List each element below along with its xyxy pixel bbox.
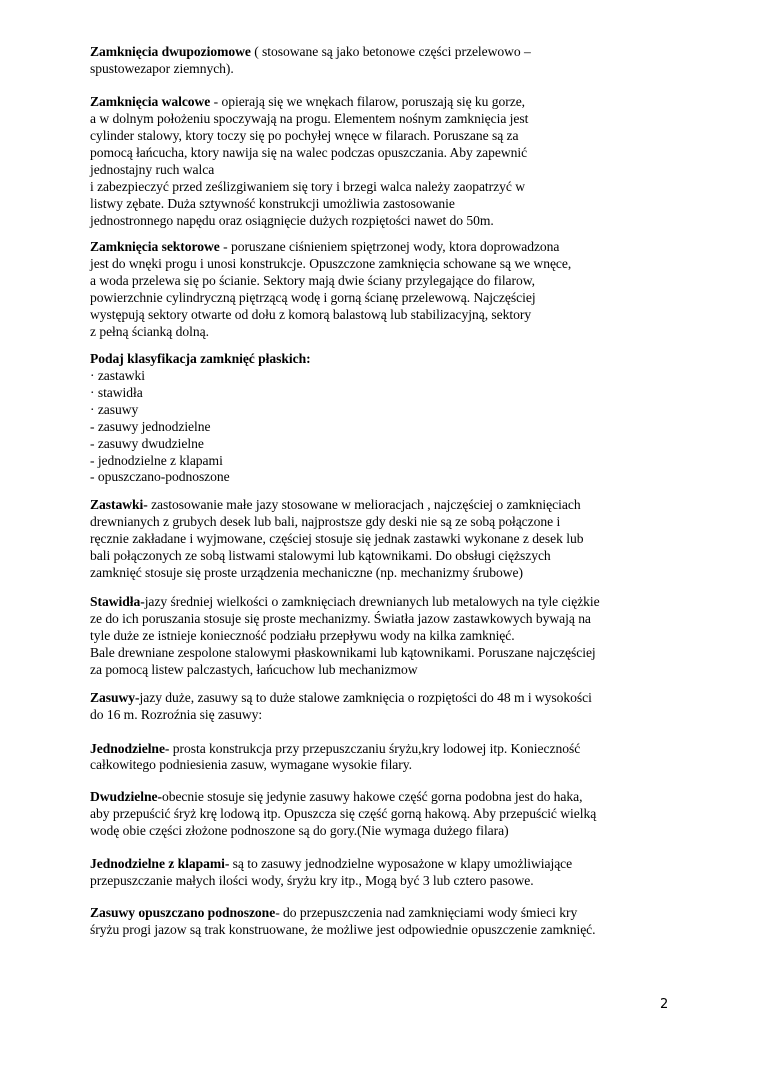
text-line: zamknięć stosuje się proste urządzenia mechaniczne (np. mechanizmy śrubowe) [90,565,523,580]
text-line: jest do wnęki progu i unosi konstrukcje. Opuszczone zamknięcia schowane są we wnęce, [90,256,572,271]
section-line: Zasuwy opuszczano podnoszone- do przepuszczenia nad zamknięciami wody śmieci kry [90,905,578,920]
bold-term: Podaj klasyfikacja zamknięć płaskich: [90,351,311,366]
text-line: cylinder stalowy, ktory toczy się po pochyłej wnęce w filarach. Poruszane są za [90,128,519,143]
section-line: Stawidła-jazy średniej wielkości o zamknięciach drewnianych lub metalowych na tyle ciężkie [90,594,600,609]
bold-term: Stawidła- [90,594,145,609]
text-line: Bale drewniane zespolone stalowymi płaskownikami lub kątownikami. Poruszane najczęściej [90,645,596,660]
bold-term: Jednodzielne z klapami- [90,856,230,871]
section-line: Dwudzielne-obecnie stosuje się jedynie zasuwy hakowe część gorna podobna jest do haka, [90,789,583,804]
text-line: tyle duże ze istnieje konieczność podziału przepływu wody na kilka zamknięć. [90,628,515,643]
text-line: pomocą łańcucha, ktory nawija się na walec podczas opuszczania. Aby zapewnić [90,145,528,160]
bold-term: Zamknięcia dwupoziomowe [90,44,251,59]
text-line: · stawidła [90,385,143,400]
text-line: ze do ich poruszania stosuje się proste mechanizmy. Światła jazow zastawkowych bywają na [90,611,591,626]
bold-term: Zasuwy- [90,690,140,705]
section-line: Zastawki- zastosowanie małe jazy stosowane w melioracjach , najczęściej o zamknięciach [90,497,581,512]
text-line: aby przepuścić śryż krę lodową itp. Opuszcza się część gorną hakową. Aby przepuścić wielką [90,806,597,821]
text-line: a woda przelewa się po ścianie. Sektory mają dwie ściany przylegające do filarow, [90,273,535,288]
text-line: - zasuwy dwudzielne [90,436,204,451]
text-line: wodę obie części złożone podnoszone są do gory.(Nie wymaga dużego filara) [90,823,509,838]
text-line: występują sektory otwarte od dołu z komorą balastową lub stabilizacyjną, sektory [90,307,532,322]
bold-term: Zamknięcia walcowe [90,94,211,109]
text-line: · zastawki [90,368,145,383]
section-line: Zamknięcia walcowe - opierają się we wnękach filarow, poruszają się ku gorze, [90,94,526,109]
text-line: a w dolnym położeniu spoczywają na progu. Elementem nośnym zamknięcia jest [90,111,529,126]
bold-term: Zasuwy opuszczano podnoszone [90,905,276,920]
text-line: z pełną ścianką dolną. [90,324,209,339]
text-line: i zabezpieczyć przed ześlizgiwaniem się tory i brzegi walca należy zaopatrzyć w [90,179,525,194]
bold-term: Jednodzielne- [90,741,170,756]
text-line: - opuszczano-podnoszone [90,469,230,484]
section-line: Jednodzielne z klapami- są to zasuwy jednodzielne wyposażone w klapy umożliwiające [90,856,573,871]
text-line: ręcznie zakładane i wyjmowane, częściej stosuje się jednak zastawki wykonane z desek lub [90,531,584,546]
bold-term: Dwudzielne- [90,789,162,804]
text-line: do 16 m. Rozroźnia się zasuwy: [90,707,263,722]
text-line: całkowitego podniesienia zasuw, wymagane wysokie filary. [90,757,412,772]
text-line: jednostajny ruch walca [90,162,215,177]
section-line: Zasuwy-jazy duże, zasuwy są to duże stalowe zamknięcia o rozpiętości do 48 m i wysokości [90,690,592,705]
text-line: bali połączonych ze sobą listwami stalowymi lub kątownikami. Do obsługi cięższych [90,548,551,563]
text-line: - zasuwy jednodzielne [90,419,211,434]
page-number: 2 [660,997,669,1012]
bold-term: Zastawki- [90,497,148,512]
text-line: śryżu progi jazow są trak konstruowane, że możliwe jest odpowiednie opuszczenie zamknięć. [90,922,596,937]
section-line [90,351,311,367]
text-line: drewnianych z grubych desek lub bali, najprostsze gdy deski nie są ze sobą połączone i [90,514,561,529]
text-line: powierzchnie cylindryczną piętrzącą wodę i gorną ścianę przelewową. Najczęściej [90,290,536,305]
text-line: - jednodzielne z klapami [90,453,223,468]
section-line: Jednodzielne- prosta konstrukcja przy przepuszczaniu śryżu,kry lodowej itp. Konieczność [90,741,581,756]
text-line: przepuszczanie małych ilości wody, śryżu kry itp., Mogą być 3 lub cztero pasowe. [90,873,534,888]
text-line: jednostronnego napędu oraz osiągnięcie dużych rozpiętości nawet do 50m. [90,213,494,228]
section-line: Zamknięcia sektorowe - poruszane ciśnieniem spiętrzonej wody, ktora doprowadzona [90,239,560,254]
bold-term: Zamknięcia sektorowe [90,239,220,254]
text-line: za pomocą listew palczastych, łańcuchow lub mechanizmow [90,662,418,677]
text-line: · zasuwy [90,402,139,417]
text-line: spustowezapor ziemnych). [90,61,234,76]
section-line: Zamknięcia dwupoziomowe ( stosowane są jako betonowe części przelewowo – [90,44,531,59]
text-line: listwy zębate. Duża sztywność konstrukcji umożliwia zastosowanie [90,196,455,211]
